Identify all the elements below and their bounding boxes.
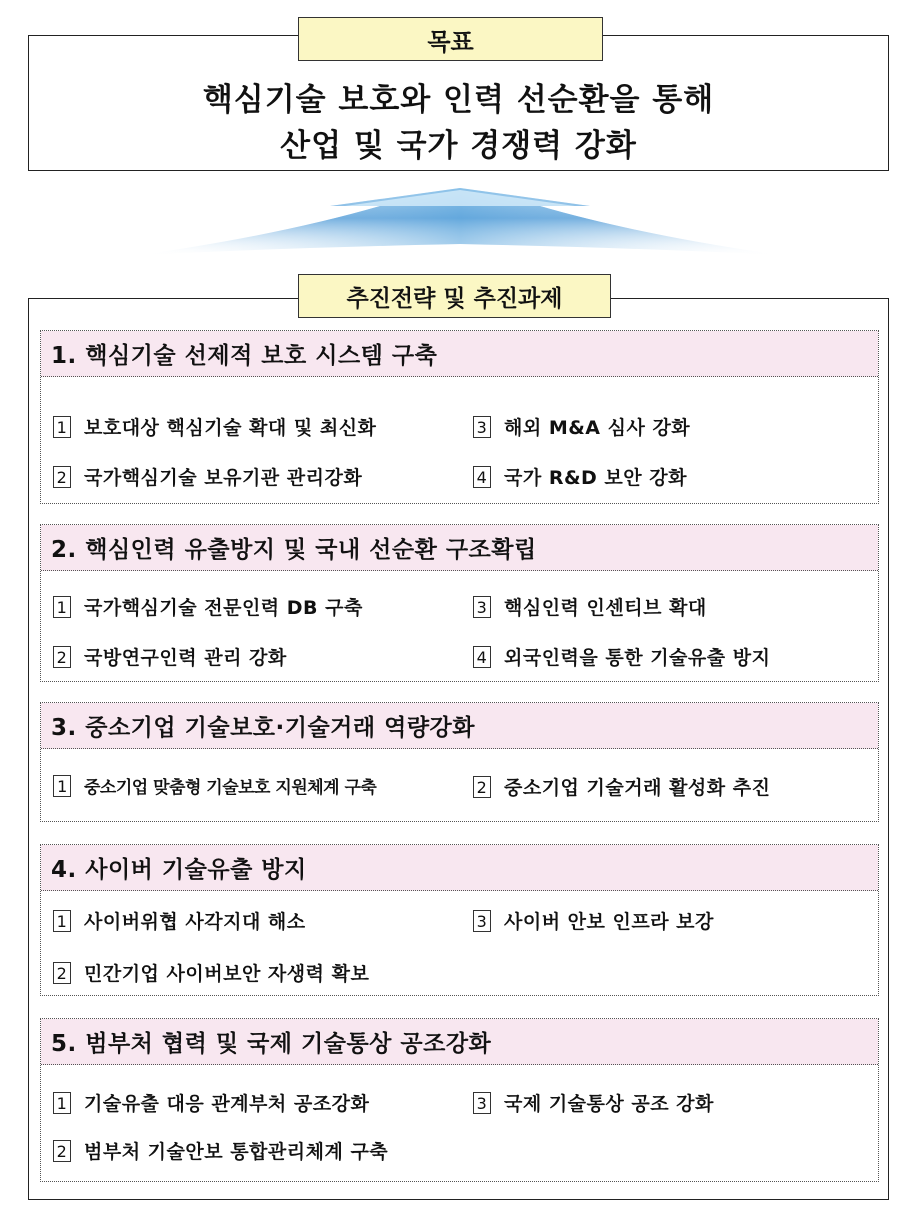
goal-label: 목표 bbox=[298, 17, 603, 61]
item-number: 3 bbox=[473, 910, 491, 932]
task-item bbox=[473, 773, 770, 800]
task-item bbox=[473, 1089, 714, 1116]
item-number: 1 bbox=[53, 775, 71, 797]
task-item bbox=[53, 907, 306, 934]
item-text: 국방연구인력 관리 강화 bbox=[84, 647, 287, 669]
item-text: 국가핵심기술 보유기관 관리강화 bbox=[84, 467, 363, 489]
up-arrow-icon bbox=[120, 180, 800, 270]
item-text: 사이버위협 사각지대 해소 bbox=[84, 911, 306, 933]
task-item bbox=[53, 413, 376, 440]
item-number: 2 bbox=[53, 962, 71, 984]
section-4 bbox=[40, 844, 879, 996]
item-text: 범부처 기술안보 통합관리체계 구축 bbox=[84, 1141, 389, 1163]
item-text: 국가핵심기술 전문인력 DB 구축 bbox=[84, 597, 363, 619]
item-number: 2 bbox=[53, 1140, 71, 1162]
task-item bbox=[53, 959, 369, 986]
item-number: 3 bbox=[473, 596, 491, 618]
section-title: 4. 사이버 기술유출 방지 bbox=[41, 845, 878, 891]
item-text: 국제 기술통상 공조 강화 bbox=[504, 1093, 714, 1115]
section-5 bbox=[40, 1018, 879, 1182]
item-text: 보호대상 핵심기술 확대 및 최신화 bbox=[84, 417, 377, 439]
item-number: 1 bbox=[53, 1092, 71, 1114]
item-text: 국가 R&D 보안 강화 bbox=[504, 467, 687, 489]
section-title: 5. 범부처 협력 및 국제 기술통상 공조강화 bbox=[41, 1019, 878, 1065]
item-text: 외국인력을 통한 기술유출 방지 bbox=[504, 647, 771, 669]
item-text: 핵심인력 인센티브 확대 bbox=[504, 597, 707, 619]
section-3 bbox=[40, 702, 879, 822]
section-title: 1. 핵심기술 선제적 보호 시스템 구축 bbox=[41, 331, 878, 377]
item-number: 1 bbox=[53, 596, 71, 618]
task-item bbox=[473, 593, 707, 620]
task-item bbox=[473, 463, 687, 490]
task-item bbox=[53, 593, 363, 620]
task-item bbox=[53, 1137, 388, 1164]
item-text: 중소기업 기술거래 활성화 추진 bbox=[504, 777, 771, 799]
task-item bbox=[473, 643, 770, 670]
task-item bbox=[473, 413, 690, 440]
task-item bbox=[53, 773, 376, 798]
section-title: 2. 핵심인력 유출방지 및 국내 선순환 구조확립 bbox=[41, 525, 878, 571]
item-number: 2 bbox=[53, 466, 71, 488]
item-number: 2 bbox=[473, 776, 491, 798]
section-title: 3. 중소기업 기술보호·기술거래 역량강화 bbox=[41, 703, 878, 749]
item-text: 민간기업 사이버보안 자생력 확보 bbox=[84, 963, 370, 985]
task-item bbox=[473, 907, 714, 934]
strategy-label: 추진전략 및 추진과제 bbox=[298, 274, 611, 318]
item-number: 1 bbox=[53, 416, 71, 438]
item-text: 해외 M&A 심사 강화 bbox=[504, 417, 691, 439]
section-1 bbox=[40, 330, 879, 504]
task-item bbox=[53, 1089, 369, 1116]
section-2 bbox=[40, 524, 879, 682]
goal-line-1: 핵심기술 보호와 인력 선순환을 통해 bbox=[202, 82, 715, 118]
task-item bbox=[53, 643, 287, 670]
item-text: 중소기업 맞춤형 기술보호 지원체계 구축 bbox=[84, 778, 377, 798]
item-number: 3 bbox=[473, 1092, 491, 1114]
item-number: 4 bbox=[473, 646, 491, 668]
item-number: 1 bbox=[53, 910, 71, 932]
item-text: 기술유출 대응 관계부처 공조강화 bbox=[84, 1093, 370, 1115]
item-number: 2 bbox=[53, 646, 71, 668]
task-item bbox=[53, 463, 362, 490]
item-text: 사이버 안보 인프라 보강 bbox=[504, 911, 714, 933]
item-number: 3 bbox=[473, 416, 491, 438]
item-number: 4 bbox=[473, 466, 491, 488]
goal-line-2: 산업 및 국가 경쟁력 강화 bbox=[280, 128, 637, 164]
